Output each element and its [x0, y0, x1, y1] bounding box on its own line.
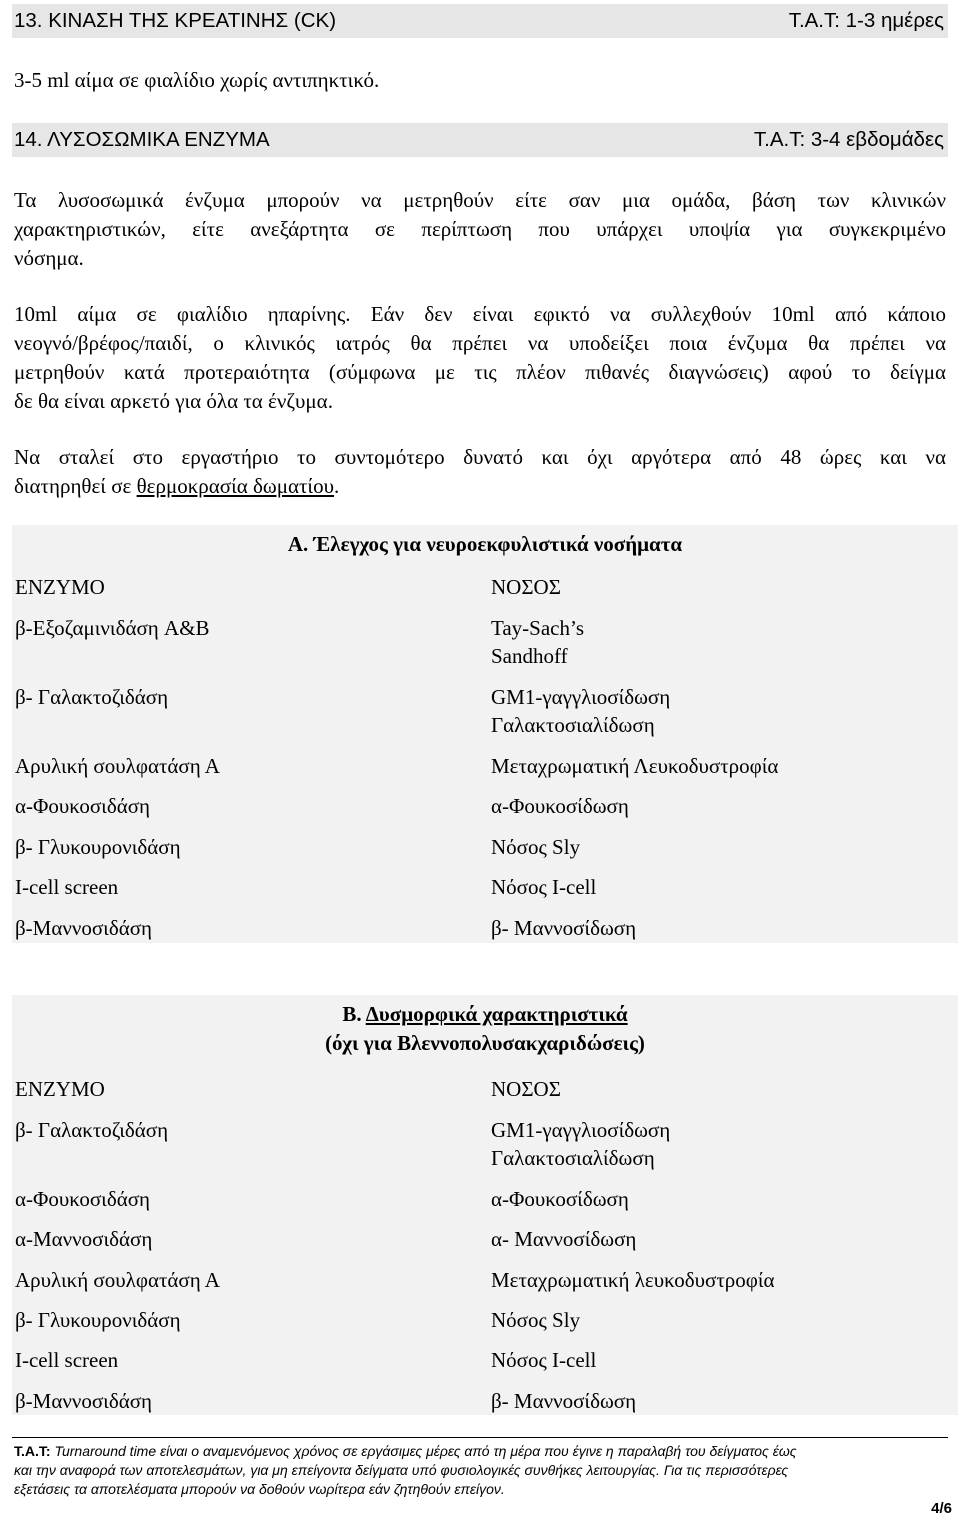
table-row: β- Γαλακτοζιδάση — [15, 685, 169, 709]
table-row: α- Μαννοσίδωση — [491, 1227, 637, 1251]
section-14-title: 14. ΛΥΣΟΣΩΜΙΚΑ ΕΝΖΥΜΑ — [14, 128, 270, 151]
table-row: α-Μαννοσιδάση — [15, 1227, 153, 1251]
section-13-title: 13. ΚΙΝΑΣΗ ΤΗΣ ΚΡΕΑΤΙΝΗΣ (CK) — [14, 9, 337, 32]
table-row: β- Μαννοσίδωση — [491, 916, 637, 940]
table-row: β-Μαννοσιδάση — [15, 1389, 153, 1413]
footer-tat-label: T.A.T: — [14, 1443, 51, 1459]
section-13-header — [12, 4, 948, 38]
table-row: α-Φουκοσιδάση — [15, 794, 151, 818]
table-row: I-cell screen — [15, 1348, 119, 1372]
table-a-header-enzyme: ΕΝΖΥΜΟ — [15, 575, 105, 599]
table-row: β- Γλυκουρονιδάση — [15, 835, 181, 859]
table-row: β- Γλυκουρονιδάση — [15, 1308, 181, 1332]
table-row: β- Μαννοσίδωση — [491, 1389, 637, 1413]
page-number: 4/6 — [931, 1500, 952, 1517]
section-13-tat: T.A.T: 1-3 ημέρες — [788, 9, 944, 32]
table-row: GM1-γαγγλιοσίδωση Γαλακτοσιαλίδωση — [491, 685, 671, 737]
section-13-sample: 3-5 ml αίμα σε φιαλίδιο χωρίς αντιπηκτικό. — [14, 68, 380, 92]
table-a-header-disease: ΝΟΣΟΣ — [491, 575, 561, 599]
footer-note: T.A.T: Turnaround time είναι ο αναμενόμενος χρόνος σε εργάσιμες μέρες από τη μέρα που έγινε η παραλαβή του δείγματος έως και την αναφορά των αποτελεσμάτων, για μη επείγοντα δείγματα υπό φυσιολογικές συνθήκες λειτουργίας. Για τις περισσότερες εξετάσεις τα αποτελέσματα μπορούν να δοθούν νωρίτερα εάν ζητηθούν επείγον. — [14, 1443, 797, 1497]
table-a — [12, 525, 958, 943]
table-row: α-Φουκοσίδωση — [491, 794, 629, 818]
table-row: Αρυλική σουλφατάση Α — [15, 1268, 220, 1292]
table-row: I-cell screen — [15, 875, 119, 899]
table-row: Αρυλική σουλφατάση Α — [15, 754, 220, 778]
footer-divider — [12, 1437, 948, 1438]
table-row: Νόσος Sly — [491, 835, 581, 859]
table-row: β-Εξοζαμινιδάση A&B — [15, 616, 210, 640]
section-14-paragraph-3: Να σταλεί στο εργαστήριο το συντομότερο δυνατό και όχι αργότερα από 48 ώρες και να διατηρηθεί σε θερμοκρασία δωματίου. — [14, 445, 946, 498]
table-row: β-Μαννοσιδάση — [15, 916, 153, 940]
table-row: Tay-Sach’s Sandhoff — [491, 616, 585, 668]
table-row: Νόσος Sly — [491, 1308, 581, 1332]
section-14-header — [12, 123, 948, 157]
room-temperature-text: θερμοκρασία δωματίου — [136, 474, 334, 498]
table-row: β- Γαλακτοζιδάση — [15, 1118, 169, 1142]
table-b-header-disease: ΝΟΣΟΣ — [491, 1077, 561, 1101]
table-row: α-Φουκοσιδάση — [15, 1187, 151, 1211]
table-row: Νόσος I-cell — [491, 1348, 597, 1372]
table-b-header-enzyme: ΕΝΖΥΜΟ — [15, 1077, 105, 1101]
section-14-paragraph-1: Τα λυσοσωμικά ένζυμα μπορούν να μετρηθούν είτε σαν μια ομάδα, βάση των κλινικών χαρακτηριστικών, είτε ανεξάρτητα σε περίπτωση που υπάρχει υποψία για συγκεκριμένο νόσημα. — [14, 188, 946, 270]
section-14-tat: T.A.T: 3-4 εβδομάδες — [753, 128, 944, 151]
section-14-paragraph-2: 10ml αίμα σε φιαλίδιο ηπαρίνης. Εάν δεν είναι εφικτό να συλλεχθούν 10ml από κάποιο νεογνό/βρέφος/παιδί, ο κλινικός ιατρός θα πρέπει να υποδείξει ποια ένζυμα θα πρέπει να μετρηθούν κατά προτεραιότητα (σύμφωνα με τις πλέον πιθανές διαγνώσεις) αφού το δείγμα δε θα είναι αρκετό για όλα τα ένζυμα. — [14, 302, 946, 413]
table-row: Μεταχρωματική Λευκοδυστροφία — [491, 754, 779, 778]
table-row: Νόσος I-cell — [491, 875, 597, 899]
table-a-title: Α. Έλεγχος για νευροεκφυλιστικά νοσήματα — [287, 532, 683, 556]
table-b — [12, 995, 958, 1415]
table-b-title: Β. Δυσμορφικά χαρακτηριστικά (όχι για Βλεννοπολυσακχαριδώσεις) — [325, 1002, 645, 1055]
table-row: α-Φουκοσίδωση — [491, 1187, 629, 1211]
table-row: GM1-γαγγλιοσίδωση Γαλακτοσιαλίδωση — [491, 1118, 671, 1170]
table-row: Μεταχρωματική λευκοδυστροφία — [491, 1268, 775, 1292]
